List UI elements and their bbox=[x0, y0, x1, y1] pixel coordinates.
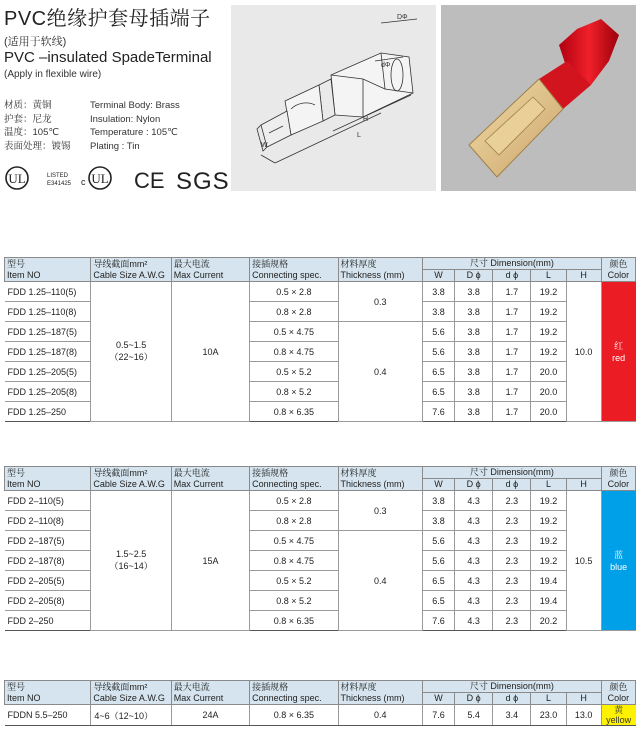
dim-w: 3.8 bbox=[422, 511, 454, 531]
spec-row bbox=[4, 140, 180, 154]
spec-row bbox=[4, 113, 180, 127]
conn-spec: 0.8 × 4.75 bbox=[250, 342, 338, 362]
spec-en: Temperature : 105℃ bbox=[90, 127, 178, 139]
dim-d: 1.7 bbox=[493, 302, 531, 322]
spec-table-blue bbox=[4, 466, 636, 631]
spec-cn: 材质：黄铜 bbox=[4, 100, 52, 111]
spec-cn: 护套：尼龙 bbox=[4, 113, 52, 125]
conn-spec: 0.5 × 2.8 bbox=[250, 282, 338, 302]
dim-d: 2.3 bbox=[493, 591, 531, 611]
dim-D: 3.8 bbox=[455, 382, 493, 402]
header-d: d ϕ bbox=[493, 270, 531, 282]
dim-l: 19.4 bbox=[531, 571, 566, 591]
header-l: L bbox=[531, 693, 566, 705]
thickness: 0.3 bbox=[338, 491, 422, 531]
conn-spec: 0.5 × 5.2 bbox=[250, 571, 338, 591]
dim-l: 19.2 bbox=[531, 551, 566, 571]
max-current: 24A bbox=[171, 705, 249, 726]
dim-l: 19.2 bbox=[531, 282, 566, 302]
item-no: FDD 1.25–205(5) bbox=[5, 362, 91, 382]
max-current: 10A bbox=[171, 282, 249, 422]
header-current: 最大电流 Max Current bbox=[171, 681, 249, 705]
dim-d: 2.3 bbox=[493, 571, 531, 591]
ul-logo bbox=[6, 167, 28, 189]
spec-table-red bbox=[4, 257, 636, 422]
header-h: H bbox=[566, 270, 601, 282]
cable-size: 1.5~2.5 （16~14） bbox=[91, 491, 171, 631]
header-d: d ϕ bbox=[493, 693, 531, 705]
dim-D: 3.8 bbox=[455, 402, 493, 422]
dim-w: 6.5 bbox=[422, 362, 454, 382]
header-dimension: 尺寸 Dimension(mm) bbox=[422, 681, 601, 693]
item-no: FDD 1.25–187(8) bbox=[5, 342, 91, 362]
header-thickness: 材料厚度 Thickness (mm) bbox=[338, 467, 422, 491]
dim-D: 4.3 bbox=[455, 511, 493, 531]
dim-label-L: L bbox=[357, 132, 361, 139]
dim-l: 23.0 bbox=[531, 705, 566, 726]
item-no: FDD 1.25–205(8) bbox=[5, 382, 91, 402]
item-no: FDD 1.25–110(8) bbox=[5, 302, 91, 322]
cable-size: 4~6（12~10） bbox=[91, 705, 171, 726]
item-no: FDD 2–205(5) bbox=[5, 571, 91, 591]
header-l: L bbox=[531, 270, 566, 282]
header-thickness: 材料厚度 Thickness (mm) bbox=[338, 681, 422, 705]
header-current: 最大电流 Max Current bbox=[171, 467, 249, 491]
dim-d: 2.3 bbox=[493, 611, 531, 631]
item-no: FDD 2–110(8) bbox=[5, 511, 91, 531]
subtitle-en: (Apply in flexible wire) bbox=[4, 69, 102, 80]
dim-w: 7.6 bbox=[422, 705, 454, 726]
header-h: H bbox=[566, 479, 601, 491]
color-swatch-yellow: 黄 yellow bbox=[601, 705, 635, 726]
header-dimension: 尺寸 Dimension(mm) bbox=[422, 467, 601, 479]
ul-listed-text: LISTED bbox=[47, 173, 69, 179]
dim-w: 7.6 bbox=[422, 611, 454, 631]
dim-d: 1.7 bbox=[493, 282, 531, 302]
dim-D: 3.8 bbox=[455, 362, 493, 382]
dim-D: 3.8 bbox=[455, 322, 493, 342]
header-conn: 接插规格 Connecting spec. bbox=[250, 467, 338, 491]
table-row bbox=[5, 491, 636, 511]
thickness: 0.4 bbox=[338, 531, 422, 631]
dim-w: 3.8 bbox=[422, 282, 454, 302]
dim-label-D: DΦ bbox=[397, 14, 408, 21]
dim-w: 6.5 bbox=[422, 382, 454, 402]
technical-drawing bbox=[231, 5, 436, 191]
conn-spec: 0.5 × 5.2 bbox=[250, 362, 338, 382]
dim-h: 10.0 bbox=[566, 282, 601, 422]
conn-spec: 0.8 × 4.75 bbox=[250, 551, 338, 571]
dim-l: 19.2 bbox=[531, 531, 566, 551]
header-l: L bbox=[531, 479, 566, 491]
header-w: W bbox=[422, 693, 454, 705]
dim-l: 19.2 bbox=[531, 322, 566, 342]
dim-D: 3.8 bbox=[455, 282, 493, 302]
spec-table-yellow bbox=[4, 680, 636, 726]
header-color: 颜色 Color bbox=[601, 258, 635, 282]
item-no: FDD 1.25–110(5) bbox=[5, 282, 91, 302]
conn-spec: 0.5 × 4.75 bbox=[250, 531, 338, 551]
dim-d: 1.7 bbox=[493, 402, 531, 422]
item-no: FDD 2–250 bbox=[5, 611, 91, 631]
header-h: H bbox=[566, 693, 601, 705]
dim-l: 20.0 bbox=[531, 402, 566, 422]
dim-l: 20.0 bbox=[531, 382, 566, 402]
item-no: FDD 2–187(8) bbox=[5, 551, 91, 571]
spec-en: Plating : Tin bbox=[90, 140, 140, 152]
dim-D: 4.3 bbox=[455, 491, 493, 511]
dim-w: 3.8 bbox=[422, 491, 454, 511]
dim-d: 1.7 bbox=[493, 362, 531, 382]
item-no: FDD 1.25–250 bbox=[5, 402, 91, 422]
dim-w: 5.6 bbox=[422, 322, 454, 342]
header-color: 颜色 Color bbox=[601, 467, 635, 491]
header-D: D ϕ bbox=[455, 479, 493, 491]
spec-en: Insulation: Nylon bbox=[90, 113, 161, 125]
header-conn: 接插规格 Connecting spec. bbox=[250, 258, 338, 282]
dim-w: 5.6 bbox=[422, 342, 454, 362]
certification-logos bbox=[4, 160, 236, 196]
item-no: FDD 2–110(5) bbox=[5, 491, 91, 511]
product-photo bbox=[441, 5, 636, 191]
dim-l: 20.0 bbox=[531, 362, 566, 382]
dim-D: 4.3 bbox=[455, 591, 493, 611]
header-item: 型号 Item NO bbox=[5, 681, 91, 705]
cul-logo bbox=[81, 167, 111, 189]
conn-spec: 0.8 × 2.8 bbox=[250, 302, 338, 322]
header-cable: 导线截面mm² Cable Size A.W.G bbox=[91, 258, 171, 282]
header-d: d ϕ bbox=[493, 479, 531, 491]
table-row bbox=[5, 705, 636, 726]
ul-file-number: E341425 bbox=[47, 181, 72, 187]
dim-l: 19.2 bbox=[531, 342, 566, 362]
dim-l: 19.2 bbox=[531, 491, 566, 511]
dim-label-W: W bbox=[261, 142, 268, 149]
dim-D: 3.8 bbox=[455, 342, 493, 362]
conn-spec: 0.8 × 6.35 bbox=[250, 705, 338, 726]
dim-h: 10.5 bbox=[566, 491, 601, 631]
cable-size: 0.5~1.5 （22~16） bbox=[91, 282, 171, 422]
header-w: W bbox=[422, 270, 454, 282]
svg-text:UL: UL bbox=[8, 171, 26, 186]
svg-text:c: c bbox=[81, 177, 86, 187]
page-title-cn: PVC绝缘护套母插端子 bbox=[4, 8, 211, 30]
spec-en: Terminal Body: Brass bbox=[90, 100, 180, 111]
header-D: D ϕ bbox=[455, 270, 493, 282]
dim-w: 6.5 bbox=[422, 571, 454, 591]
spec-row bbox=[4, 99, 180, 113]
dim-label-H: H bbox=[363, 116, 369, 123]
dim-d: 2.3 bbox=[493, 491, 531, 511]
dim-w: 7.6 bbox=[422, 402, 454, 422]
conn-spec: 0.8 × 5.2 bbox=[250, 591, 338, 611]
conn-spec: 0.8 × 2.8 bbox=[250, 511, 338, 531]
dim-d: 3.4 bbox=[493, 705, 531, 726]
spec-cn: 温度：105℃ bbox=[4, 127, 60, 139]
dim-h: 13.0 bbox=[566, 705, 601, 726]
dim-w: 6.5 bbox=[422, 591, 454, 611]
conn-spec: 0.8 × 5.2 bbox=[250, 382, 338, 402]
table-row bbox=[5, 282, 636, 302]
subtitle-cn: (适用于软线) bbox=[4, 36, 67, 48]
item-no: FDDN 5.5–250 bbox=[5, 705, 91, 726]
header-w: W bbox=[422, 479, 454, 491]
header-dimension: 尺寸 Dimension(mm) bbox=[422, 258, 601, 270]
header-D: D ϕ bbox=[455, 693, 493, 705]
color-swatch-blue: 蓝 blue bbox=[601, 491, 635, 631]
material-specs bbox=[4, 99, 180, 153]
dim-D: 4.3 bbox=[455, 571, 493, 591]
item-no: FDD 2–187(5) bbox=[5, 531, 91, 551]
dim-w: 5.6 bbox=[422, 551, 454, 571]
dim-d: 1.7 bbox=[493, 382, 531, 402]
dim-w: 3.8 bbox=[422, 302, 454, 322]
thickness: 0.4 bbox=[338, 705, 422, 726]
ce-mark: CE bbox=[134, 168, 165, 193]
max-current: 15A bbox=[171, 491, 249, 631]
page-title-en: PVC –insulated SpadeTerminal bbox=[4, 49, 212, 66]
header-cable: 导线截面mm² Cable Size A.W.G bbox=[91, 467, 171, 491]
sgs-mark: SGS bbox=[176, 168, 230, 195]
header-item: 型号 Item NO bbox=[5, 467, 91, 491]
header-thickness: 材料厚度 Thickness (mm) bbox=[338, 258, 422, 282]
dim-label-d: dΦ bbox=[381, 62, 391, 69]
dim-l: 20.2 bbox=[531, 611, 566, 631]
dim-l: 19.2 bbox=[531, 302, 566, 322]
dim-d: 2.3 bbox=[493, 511, 531, 531]
header-current: 最大电流 Max Current bbox=[171, 258, 249, 282]
conn-spec: 0.8 × 6.35 bbox=[250, 611, 338, 631]
color-swatch-red: 红 red bbox=[601, 282, 635, 422]
item-no: FDD 1.25–187(5) bbox=[5, 322, 91, 342]
thickness: 0.3 bbox=[338, 282, 422, 322]
dim-D: 3.8 bbox=[455, 302, 493, 322]
dim-D: 5.4 bbox=[455, 705, 493, 726]
spec-row bbox=[4, 126, 180, 140]
dim-w: 5.6 bbox=[422, 531, 454, 551]
conn-spec: 0.5 × 4.75 bbox=[250, 322, 338, 342]
spec-cn: 表面处理：镀锡 bbox=[4, 140, 71, 152]
dim-D: 4.3 bbox=[455, 611, 493, 631]
dim-d: 2.3 bbox=[493, 551, 531, 571]
dim-d: 2.3 bbox=[493, 531, 531, 551]
svg-text:UL: UL bbox=[91, 171, 109, 186]
dim-d: 1.7 bbox=[493, 342, 531, 362]
header-conn: 接插规格 Connecting spec. bbox=[250, 681, 338, 705]
header-cable: 导线截面mm² Cable Size A.W.G bbox=[91, 681, 171, 705]
dim-l: 19.4 bbox=[531, 591, 566, 611]
header-item: 型号 Item NO bbox=[5, 258, 91, 282]
thickness: 0.4 bbox=[338, 322, 422, 422]
header-color: 颜色 Color bbox=[601, 681, 635, 705]
item-no: FDD 2–205(8) bbox=[5, 591, 91, 611]
dim-l: 19.2 bbox=[531, 511, 566, 531]
dim-D: 4.3 bbox=[455, 531, 493, 551]
dim-D: 4.3 bbox=[455, 551, 493, 571]
dim-d: 1.7 bbox=[493, 322, 531, 342]
conn-spec: 0.5 × 2.8 bbox=[250, 491, 338, 511]
conn-spec: 0.8 × 6.35 bbox=[250, 402, 338, 422]
